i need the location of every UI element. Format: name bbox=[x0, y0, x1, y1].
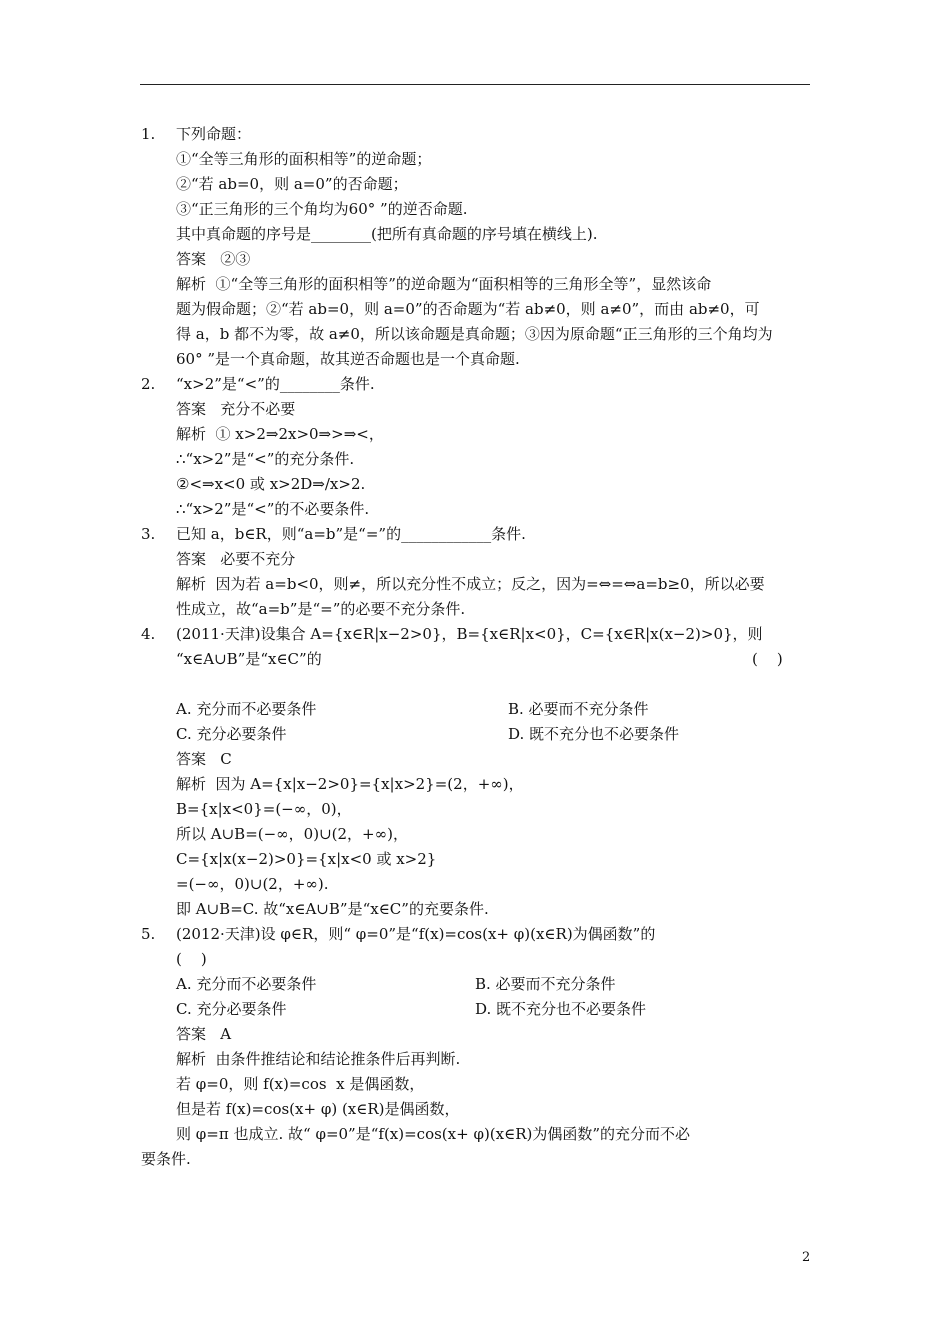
q5-option-a: A. 充分而不必要条件 bbox=[176, 975, 317, 993]
q2-explanation-line: ∴“x>2”是“<”的充分条件. bbox=[176, 450, 355, 468]
q5-explanation-line: 要条件. bbox=[141, 1150, 191, 1168]
q4-option-a: A. 充分而不必要条件 bbox=[176, 700, 317, 718]
q1-explanation-line: 解析 ①“全等三角形的面积相等”的逆命题为“面积相等的三角形全等”，显然该命 bbox=[176, 275, 712, 293]
page-number: 2 bbox=[802, 1250, 811, 1265]
q1-statement-2: ②“若 ab=0，则 a=0”的否命题； bbox=[176, 175, 408, 193]
q1-explanation-line: 得 a，b 都不为零，故 a≠0，所以该命题是真命题；③因为原命题“正三角形的三个角均为 bbox=[176, 325, 773, 343]
q1-statement-1: ①“全等三角形的面积相等”的逆命题； bbox=[176, 150, 432, 168]
q1-answer: 答案 ②③ bbox=[176, 250, 251, 268]
q4-number: 4. bbox=[141, 625, 156, 643]
q3-answer: 答案 必要不充分 bbox=[176, 550, 296, 568]
q4-answer-paren: ( ) bbox=[752, 650, 783, 668]
q4-explanation-line: 所以 A∪B=(−∞，0)∪(2，+∞)， bbox=[176, 825, 408, 843]
q3-explanation-line: 性成立，故“a=b”是“=”的必要不充分条件. bbox=[176, 600, 466, 618]
q2-explanation-line: ②<⇒x<0 或 x>2D⇒/x>2. bbox=[176, 475, 366, 493]
q3-stem: 已知 a，b∈R，则“a=b”是“=”的____________条件. bbox=[176, 525, 526, 543]
header-rule bbox=[140, 84, 810, 85]
q5-explanation-line: 但是若 f(x)=cos(x+ φ) (x∈R)是偶函数， bbox=[176, 1100, 460, 1118]
q4-explanation-line: B={x|x<0}=(−∞，0)， bbox=[176, 800, 352, 818]
q5-option-c: C. 充分必要条件 bbox=[176, 1000, 287, 1018]
q4-explanation-line: 即 A∪B=C. 故“x∈A∪B”是“x∈C”的充要条件. bbox=[176, 900, 489, 918]
q5-option-d: D. 既不充分也不必要条件 bbox=[475, 1000, 647, 1018]
q1-question: 其中真命题的序号是________(把所有真命题的序号填在横线上). bbox=[176, 225, 598, 243]
q4-option-c: C. 充分必要条件 bbox=[176, 725, 287, 743]
q5-stem: (2012·天津)设 φ∈R，则“ φ=0”是“f(x)=cos(x+ φ)(x∈R)为偶函数”的 bbox=[176, 925, 656, 943]
q4-option-b: B. 必要而不充分条件 bbox=[508, 700, 649, 718]
q2-answer: 答案 充分不必要 bbox=[176, 400, 296, 418]
q5-option-b: B. 必要而不充分条件 bbox=[475, 975, 616, 993]
q2-explanation-line: 解析 ① x>2⇒2x>0⇒>⇒<， bbox=[176, 425, 384, 443]
q1-statement-3: ③“正三角形的三个角均为60° ”的逆否命题. bbox=[176, 200, 468, 218]
q5-explanation-line: 则 φ=π 也成立. 故“ φ=0”是“f(x)=cos(x+ φ)(x∈R)为偶函数”的充分而不必 bbox=[176, 1125, 691, 1143]
q4-stem: (2011·天津)设集合 A={x∈R|x−2>0}，B={x∈R|x<0}，C={x∈R|x(x−2)>0}，则 bbox=[176, 625, 763, 643]
q4-explanation-line: 解析 因为 A={x|x−2>0}={x|x>2}=(2，+∞)， bbox=[176, 775, 524, 793]
q1-number: 1. bbox=[141, 125, 156, 143]
q2-stem: “x>2”是“<”的________条件. bbox=[176, 375, 375, 393]
q3-explanation-line: 解析 因为若 a=b<0，则≠，所以充分性不成立；反之，因为=⇔=⇔a=b≥0，所以必要 bbox=[176, 575, 765, 593]
q4-option-d: D. 既不充分也不必要条件 bbox=[508, 725, 680, 743]
q4-stem-line-2: “x∈A∪B”是“x∈C”的 bbox=[176, 650, 322, 668]
q1-explanation-line: 60° ”是一个真命题，故其逆否命题也是一个真命题. bbox=[176, 350, 520, 368]
q4-answer: 答案 C bbox=[176, 750, 232, 768]
q4-explanation-line: C={x|x(x−2)>0}={x|x<0 或 x>2} bbox=[176, 850, 437, 868]
q5-explanation-line: 若 φ=0，则 f(x)=cos x 是偶函数， bbox=[176, 1075, 425, 1093]
q2-explanation-line: ∴“x>2”是“<”的不必要条件. bbox=[176, 500, 370, 518]
q4-explanation-line: =(−∞，0)∪(2，+∞). bbox=[176, 875, 329, 893]
q5-number: 5. bbox=[141, 925, 156, 943]
q3-number: 3. bbox=[141, 525, 156, 543]
q1-stem: 下列命题： bbox=[176, 125, 252, 143]
q1-explanation-line: 题为假命题；②“若 ab=0，则 a=0”的否命题为“若 ab≠0，则 a≠0”，而由 ab≠0，可 bbox=[176, 300, 760, 318]
q2-number: 2. bbox=[141, 375, 156, 393]
q5-answer-paren: ( ) bbox=[176, 950, 207, 968]
q5-answer: 答案 A bbox=[176, 1025, 232, 1043]
q5-explanation-line: 解析 由条件推结论和结论推条件后再判断. bbox=[176, 1050, 461, 1068]
